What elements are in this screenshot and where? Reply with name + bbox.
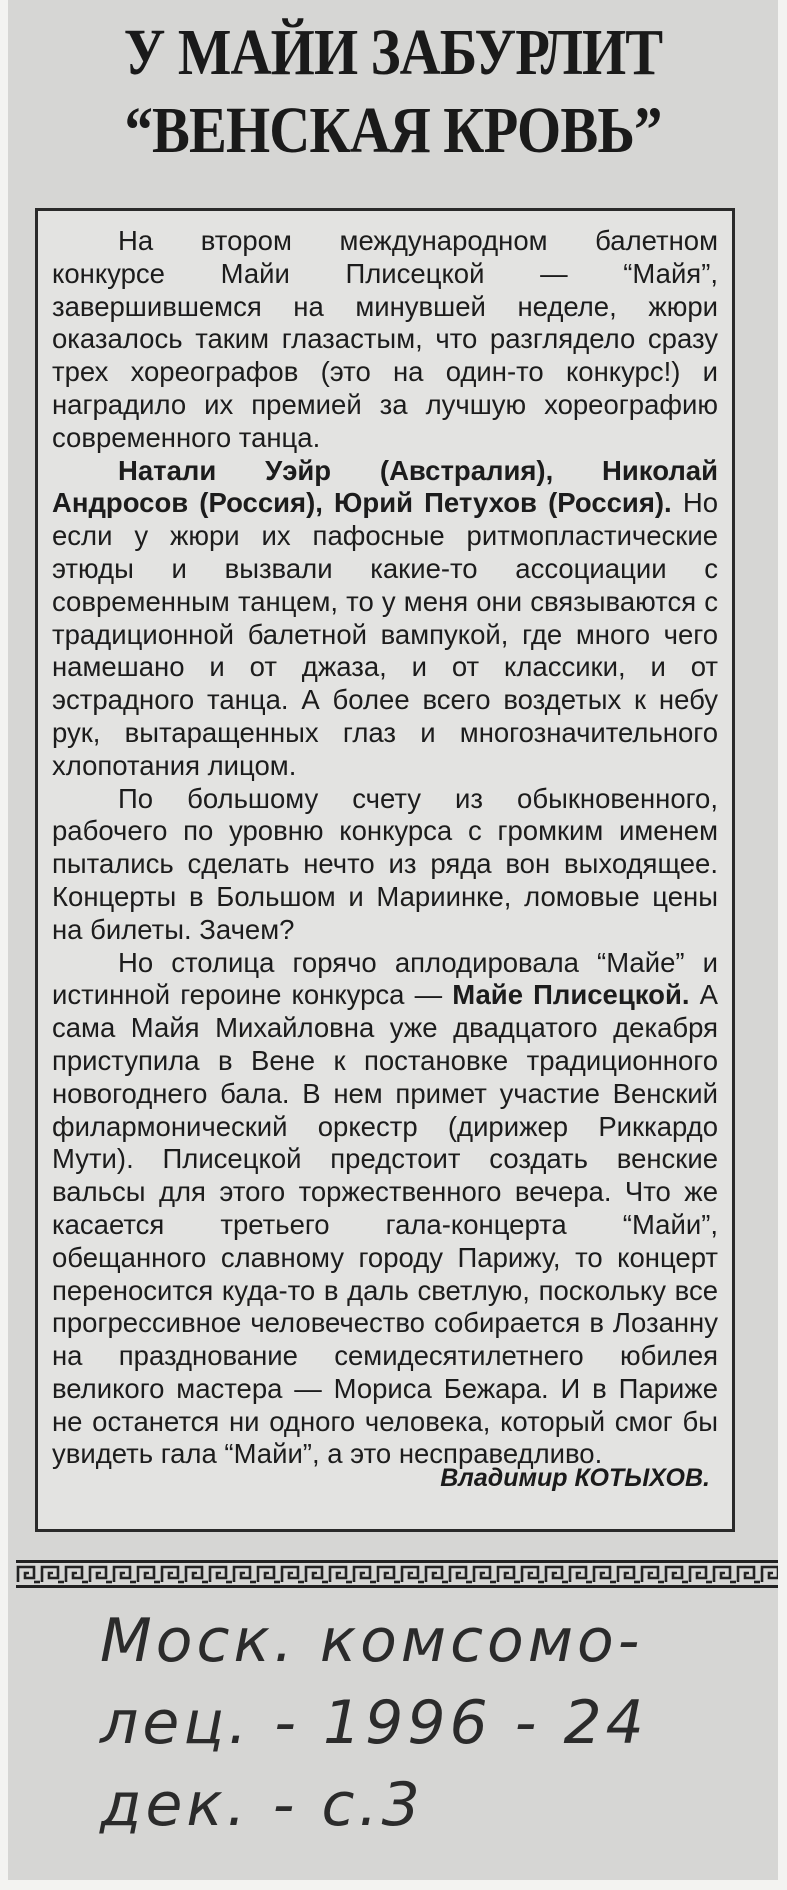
paragraph-4-start: Но столица горячо аплодировала “Майе” и истинной героине конкурса — [52,946,718,1011]
article-body [52,225,718,1471]
author-signature: Владимир КОТЫХОВ. [440,1464,710,1492]
handwritten-line-2: лец. - 1996 - 24 [100,1688,648,1758]
handwritten-line-3: дек. - с.3 [100,1770,424,1840]
paragraph-4-text: А сама Майя Михайловна уже двадцатого декабря приступила в Вене к постановке традиционного новогоднего бала. В нем примет участие Венский филармонический оркестр (дирижер Риккардо Мути). Плисецкой предстоит создать венские вальсы для этого торжественного вечера. Что же касается третьего гала-концерта “Майи”, обещанного славному городу Парижу, то концерт переносится куда-то в даль светлую, поскольку все прогрессивное человечество собирается в Лозанну на празднование семидесятилетнего юбилея великого мастера — Мориса Бежара. И в Париже не останется ни одного человека, который смог бы увидеть гала “Майи”, а это несправедливо. [52,979,718,1470]
handwritten-source-note [100,1600,760,1846]
paragraph-2 [52,455,718,783]
headline-line-2: “ВЕНСКАЯ КРОВЬ” [124,94,662,167]
paragraph-4 [52,947,718,1472]
laureates-names: Натали Уэйр (Австралия), Николай Андросов (Россия), Юрий Петухов (Россия). [52,454,718,519]
headline-line-1: У МАЙИ ЗАБУРЛИТ [123,16,663,89]
handwritten-line-1: Моск. комсомо- [100,1606,644,1676]
paragraph-3: По большому счету из обыкновенного, рабочего по уровню конкурса с громким именем пытались сделать нечто из ряда вон выходящее. Концерты в Большом и Мариинке, ломовые цены на билеты. Зачем? [52,782,718,945]
article-box [35,208,735,1532]
paragraph-1: На втором международном балетном конкурсе Майи Плисецкой — “Майя”, завершившемся на минувшей неделе, жюри оказалось таким глазастым, что разглядело сразу трех хореографов (это на один-то конкурс!) и наградило их премией за лучшую хореографию современного танца. [52,225,718,453]
greek-key-border [16,1560,778,1588]
paragraph-2-text: Но если у жюри их пафосные ритмопластические этюды и вызвали какие-то ассоциации с современным танцем, то у меня они связываются с традиционной балетной вампукой, где много чего намешано и от джаза, и от классики, и от эстрадного танца. А более всего воздетых к небу рук, вытаращенных глаз и многозначительного хлопотания лицом. [52,487,718,781]
heroine-name: Майе Плисецкой. [452,979,690,1011]
headline [8,0,778,190]
